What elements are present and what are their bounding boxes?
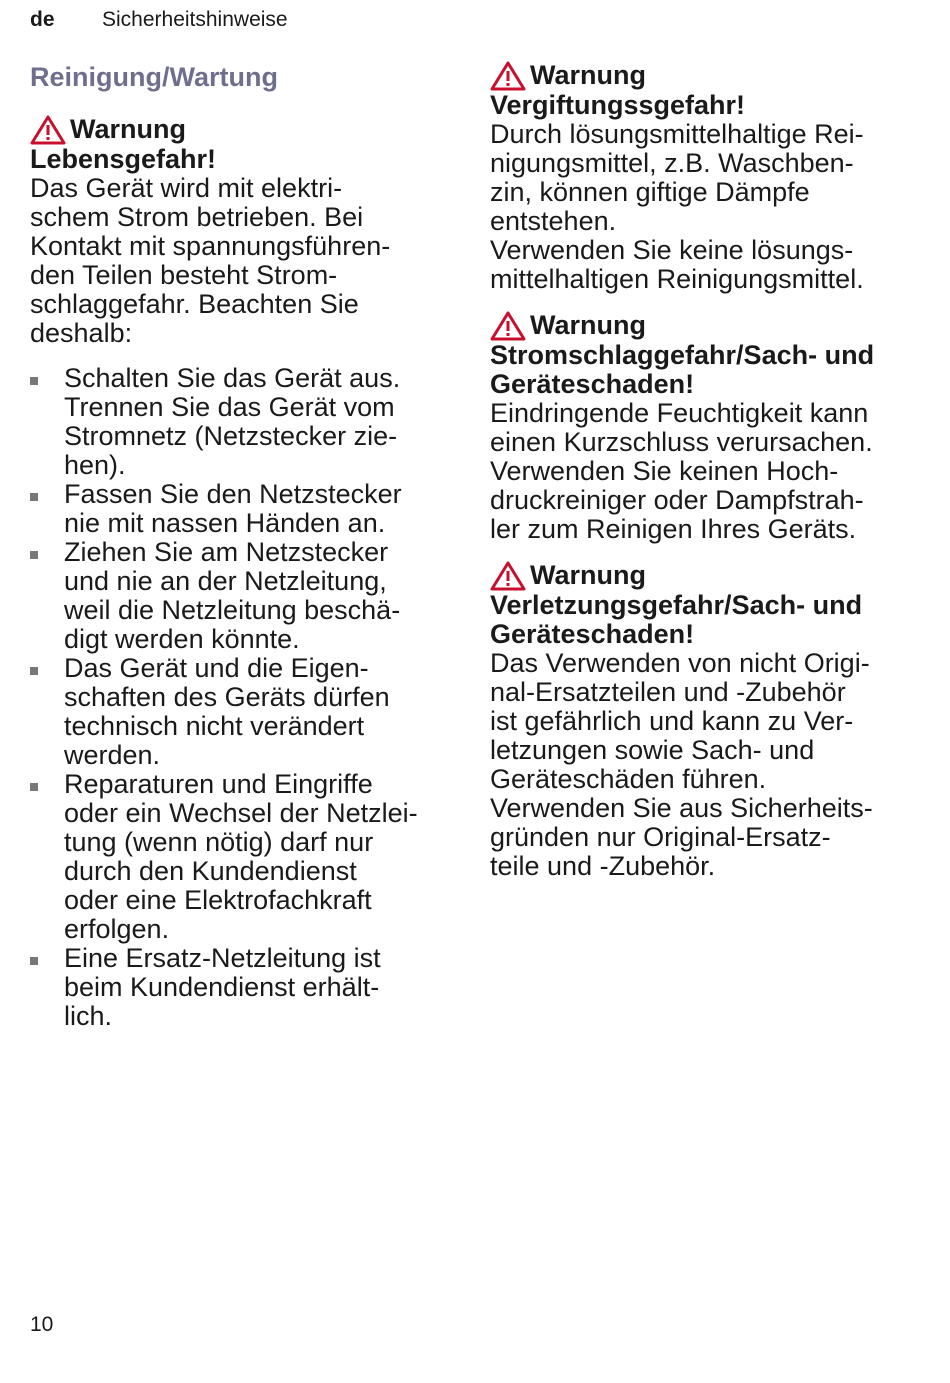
bullet-square-icon <box>30 377 38 385</box>
text-line: schlaggefahr. Beachten Sie <box>30 289 359 319</box>
warning-heading <box>490 560 920 591</box>
title-line: Geräteschaden! <box>490 369 695 399</box>
title-line: Vergiftungssgefahr! <box>490 90 746 120</box>
text-line: durch den Kundendienst <box>64 856 357 886</box>
warning-triangle-icon <box>490 61 526 91</box>
warning-text <box>490 649 920 881</box>
text-line: Schalten Sie das Gerät aus. <box>64 363 401 393</box>
text-line: Das Gerät wird mit elektri- <box>30 173 343 203</box>
text-line: beim Kundendienst erhält- <box>64 972 380 1002</box>
text-line: Eine Ersatz-Netzleitung ist <box>64 943 381 973</box>
warning-triangle-icon <box>490 561 526 591</box>
text-line: Trennen Sie das Gerät vom <box>64 392 395 422</box>
text-line: Verwenden Sie aus Sicherheits- <box>490 793 873 823</box>
right-column <box>490 60 920 897</box>
warning-label: Warnung <box>530 560 646 590</box>
title-line: Geräteschaden! <box>490 619 695 649</box>
text-line: erfolgen. <box>64 914 170 944</box>
warning-block <box>490 60 920 294</box>
text-line: werden. <box>64 740 161 770</box>
text-line: nal-Ersatzteilen und -Zubehör <box>490 677 846 707</box>
text-line: teile und -Zubehör. <box>490 851 716 881</box>
text-line: den Teilen besteht Strom- <box>30 260 338 290</box>
warning-block <box>490 310 920 544</box>
warning-label: Warnung <box>70 114 186 144</box>
warning-triangle-icon <box>30 115 66 145</box>
warning-heading <box>490 310 920 341</box>
text-line: entstehen. <box>490 206 617 236</box>
list-item <box>30 480 455 538</box>
text-line: ist gefährlich und kann zu Ver- <box>490 706 854 736</box>
text-line: Eindringende Feuchtigkeit kann <box>490 398 869 428</box>
warning-triangle-icon <box>490 311 526 341</box>
text-line: Verwenden Sie keine lösungs- <box>490 235 854 265</box>
text-line: weil die Netzleitung beschä- <box>64 595 401 625</box>
warning-block <box>490 560 920 881</box>
text-line: digt werden könnte. <box>64 624 300 654</box>
language-code: de <box>30 8 55 31</box>
warning-heading <box>30 114 455 145</box>
warning-text <box>490 120 920 294</box>
warning-title <box>490 591 920 649</box>
text-line: druckreiniger oder Dampfstrah- <box>490 485 864 515</box>
text-line: gründen nur Original-Ersatz- <box>490 822 831 852</box>
bullet-square-icon <box>30 783 38 791</box>
warning-label: Warnung <box>530 310 646 340</box>
text-line: zin, können giftige Dämpfe <box>490 177 810 207</box>
list-item <box>30 364 455 480</box>
text-line: schaften des Geräts dürfen <box>64 682 390 712</box>
header-title: Sicherheitshinweise <box>102 8 288 31</box>
text-line: Ziehen Sie am Netzstecker <box>64 537 389 567</box>
bullet-square-icon <box>30 493 38 501</box>
text-line: ler zum Reinigen Ihres Geräts. <box>490 514 857 544</box>
left-column <box>30 60 455 1031</box>
list-item <box>30 654 455 770</box>
warning-text <box>30 174 455 348</box>
list-item <box>30 770 455 944</box>
text-line: deshalb: <box>30 318 133 348</box>
page-header <box>30 8 288 32</box>
text-line: tung (wenn nötig) darf nur <box>64 827 374 857</box>
text-line: letzungen sowie Sach- und <box>490 735 815 765</box>
bullet-square-icon <box>30 957 38 965</box>
text-line: Durch lösungsmittelhaltige Rei- <box>490 119 864 149</box>
text-line: oder ein Wechsel der Netzlei- <box>64 798 418 828</box>
section-title: Reinigung/Wartung <box>30 62 278 92</box>
warning-block <box>30 114 455 348</box>
text-line: Kontakt mit spannungsführen- <box>30 231 391 261</box>
text-line: mittelhaltigen Reinigungsmittel. <box>490 264 864 294</box>
text-line: Geräteschäden führen. <box>490 764 767 794</box>
list-item <box>30 538 455 654</box>
text-line: hen). <box>64 450 126 480</box>
text-line: Das Gerät und die Eigen- <box>64 653 369 683</box>
text-line: Reparaturen und Eingriffe <box>64 769 373 799</box>
title-line: Verletzungsgefahr/Sach- und <box>490 590 863 620</box>
warning-text <box>490 399 920 544</box>
bullet-square-icon <box>30 667 38 675</box>
instruction-list <box>30 364 455 1031</box>
text-line: Fassen Sie den Netzstecker <box>64 479 402 509</box>
text-line: einen Kurzschluss verursachen. <box>490 427 873 457</box>
text-line: nie mit nassen Händen an. <box>64 508 386 538</box>
list-item <box>30 944 455 1031</box>
title-line: Stromschlaggefahr/Sach- und <box>490 340 875 370</box>
text-line: schem Strom betrieben. Bei <box>30 202 364 232</box>
warning-heading <box>490 60 920 91</box>
text-line: oder eine Elektrofachkraft <box>64 885 372 915</box>
page-number: 10 <box>30 1313 54 1336</box>
text-line: und nie an der Netzleitung, <box>64 566 387 596</box>
warning-title: Lebensgefahr! <box>30 144 217 174</box>
text-line: Stromnetz (Netzstecker zie- <box>64 421 398 451</box>
text-line: technisch nicht verändert <box>64 711 365 741</box>
text-line: Verwenden Sie keinen Hoch- <box>490 456 839 486</box>
bullet-square-icon <box>30 551 38 559</box>
warning-label: Warnung <box>530 60 646 90</box>
warning-title <box>490 341 920 399</box>
text-line: Das Verwenden von nicht Origi- <box>490 648 870 678</box>
text-line: nigungsmittel, z.B. Waschben- <box>490 148 854 178</box>
warning-title <box>490 91 920 120</box>
text-line: lich. <box>64 1001 113 1031</box>
